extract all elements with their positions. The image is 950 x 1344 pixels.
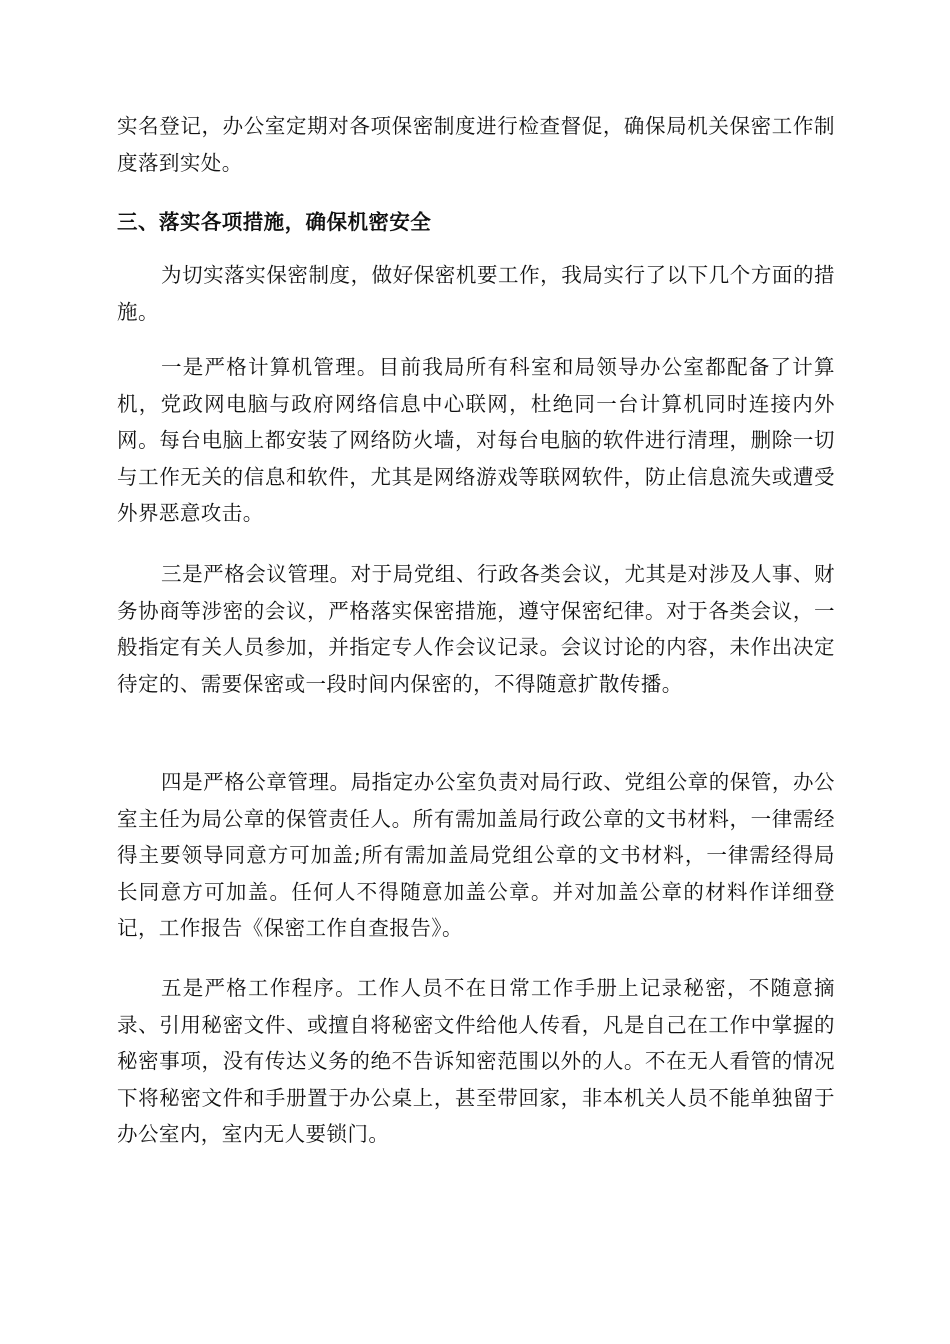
section-heading-3: 三、落实各项措施，确保机密安全 (117, 210, 432, 234)
paragraph-computer-management: 一是严格计算机管理。目前我局所有科室和局领导办公室都配备了计算机，党政网电脑与政府网络信息中心联网，杜绝同一台计算机同时连接内外网。每台电脑上都安装了网络防火墙，对每台电脑的软件进行清理，删除一切与工作无关的信息和软件，尤其是网络游戏等联网软件，防止信息流失或遭受外界恶意攻击。 (117, 355, 835, 526)
paragraph-measures-intro: 为切实落实保密制度，做好保密机要工作，我局实行了以下几个方面的措施。 (117, 263, 835, 324)
paragraph-work-procedure: 五是严格工作程序。工作人员不在日常工作手册上记录秘密，不随意摘录、引用秘密文件、或擅自将秘密文件给他人传看，凡是自己在工作中掌握的秘密事项，没有传达义务的绝不告诉知密范围以外的人。不在无人看管的情况下将秘密文件和手册置于办公桌上，甚至带回家，非本机关人员不能单独留于办公室内，室内无人要锁门。 (117, 976, 835, 1147)
paragraph-meeting-management: 三是严格会议管理。对于局党组、行政各类会议，尤其是对涉及人事、财务协商等涉密的会议，严格落实保密措施，遵守保密纪律。对于各类会议，一般指定有关人员参加，并指定专人作会议记录。会议讨论的内容，未作出决定待定的、需要保密或一段时间内保密的，不得随意扩散传播。 (117, 562, 835, 696)
paragraph-continuation: 实名登记，办公室定期对各项保密制度进行检查督促，确保局机关保密工作制度落到实处。 (117, 114, 835, 175)
paragraph-seal-management: 四是严格公章管理。局指定办公室负责对局行政、党组公章的保管，办公室主任为局公章的保管责任人。所有需加盖局行政公章的文书材料，一律需经得主要领导同意方可加盖;所有需加盖局党组公章的文书材料，一律需经得局长同意方可加盖。任何人不得随意加盖公章。并对加盖公章的材料作详细登记，工作报告《保密工作自查报告》。 (117, 770, 835, 941)
